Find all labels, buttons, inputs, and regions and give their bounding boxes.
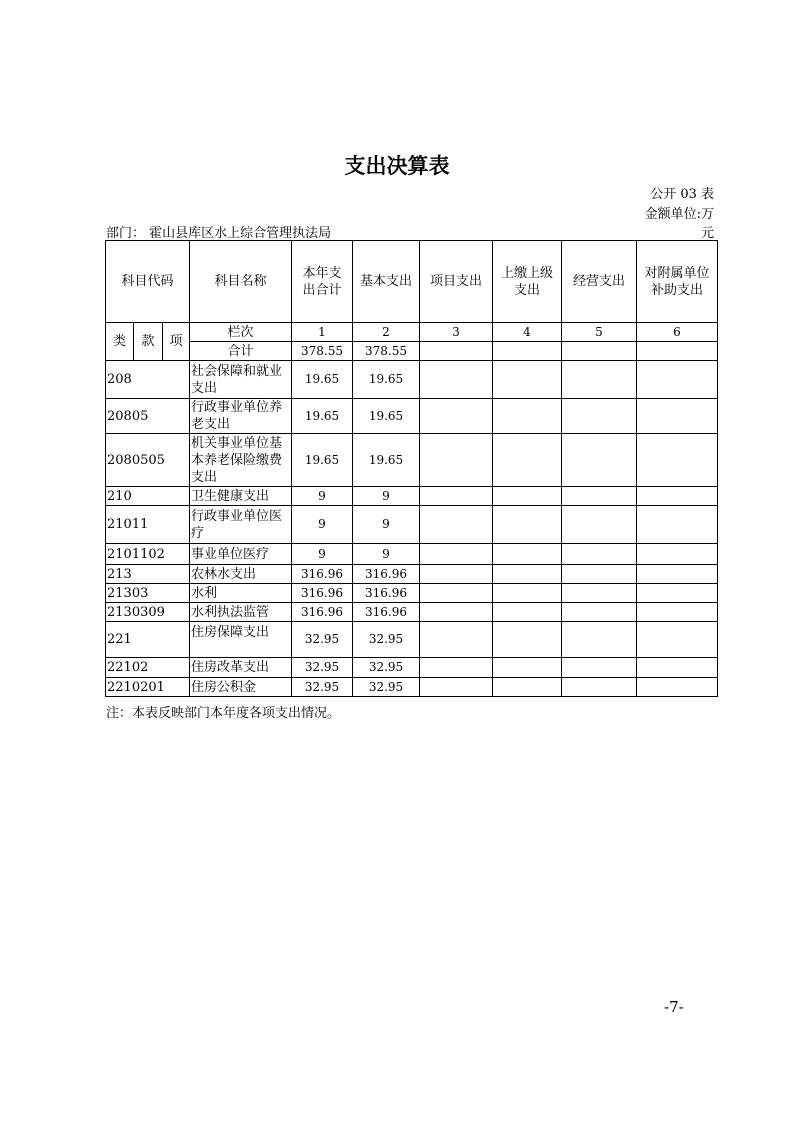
subject-code: 210	[106, 487, 190, 506]
basic-cell: 9	[353, 544, 420, 565]
department-label: 部门： 霍山县库区水上综合管理执法局	[106, 226, 332, 241]
subject-name: 事业单位医疗	[190, 544, 292, 565]
table-row	[106, 506, 718, 544]
column-number: 5	[562, 323, 637, 342]
table-row	[106, 622, 718, 658]
basic-cell: 19.65	[353, 361, 420, 399]
basic-total-value: 378.55	[353, 342, 420, 361]
total-cell: 19.65	[292, 399, 353, 434]
column-number: 6	[637, 323, 718, 342]
table-row	[106, 361, 718, 399]
basic-cell: 19.65	[353, 399, 420, 434]
subject-code: 21011	[106, 506, 190, 544]
table-row	[106, 565, 718, 584]
header-business: 经营支出	[562, 241, 637, 323]
subject-name: 水利	[190, 584, 292, 603]
total-cell: 19.65	[292, 434, 353, 487]
total-cell: 32.95	[292, 678, 353, 697]
total-cell: 316.96	[292, 603, 353, 622]
subject-code: 2210201	[106, 678, 190, 697]
header-lanci: 栏次	[190, 323, 292, 342]
total-cell: 316.96	[292, 565, 353, 584]
unit-label: 金额单位:万	[644, 207, 714, 222]
table-row	[106, 399, 718, 434]
table-row	[106, 603, 718, 622]
subject-name: 农林水支出	[190, 565, 292, 584]
table-row	[106, 487, 718, 506]
header-upper: 上缴上级支出	[493, 241, 562, 323]
column-number: 1	[292, 323, 353, 342]
form-number: 公开 03 表	[650, 187, 714, 202]
basic-cell: 316.96	[353, 584, 420, 603]
header-name: 科目名称	[190, 241, 292, 323]
subject-code: 208	[106, 361, 190, 399]
total-cell: 316.96	[292, 584, 353, 603]
header-total: 本年支出合计	[292, 241, 353, 323]
total-cell: 32.95	[292, 658, 353, 678]
total-cell: 19.65	[292, 361, 353, 399]
header-row	[106, 241, 718, 323]
basic-cell: 9	[353, 487, 420, 506]
subject-code: 2080505	[106, 434, 190, 487]
table-row	[106, 434, 718, 487]
header-project: 项目支出	[420, 241, 493, 323]
header-subsidiary: 对附属单位补助支出	[637, 241, 718, 323]
basic-cell: 32.95	[353, 622, 420, 658]
total-cell: 9	[292, 487, 353, 506]
header-basic: 基本支出	[353, 241, 420, 323]
subject-name: 住房改革支出	[190, 658, 292, 678]
subject-code: 2101102	[106, 544, 190, 565]
subject-code: 22102	[106, 658, 190, 678]
basic-cell: 316.96	[353, 565, 420, 584]
subject-code: 20805	[106, 399, 190, 434]
basic-cell: 32.95	[353, 678, 420, 697]
unit-label-cont: 元	[700, 226, 714, 241]
column-number: 2	[353, 323, 420, 342]
table-row	[106, 584, 718, 603]
header-lei: 类	[106, 323, 134, 361]
subject-name: 卫生健康支出	[190, 487, 292, 506]
header-code: 科目代码	[106, 241, 190, 323]
table-row	[106, 678, 718, 697]
basic-cell: 32.95	[353, 658, 420, 678]
expenditure-table	[105, 240, 718, 697]
footnote: 注：本表反映部门本年度各项支出情况。	[106, 706, 341, 721]
subject-name: 行政事业单位医疗	[190, 506, 292, 544]
total-value: 378.55	[292, 342, 353, 361]
basic-cell: 316.96	[353, 603, 420, 622]
header-kuan: 款	[134, 323, 163, 361]
column-number: 4	[493, 323, 562, 342]
subject-code: 21303	[106, 584, 190, 603]
subject-name: 住房保障支出	[190, 622, 292, 658]
total-cell: 9	[292, 506, 353, 544]
subject-name: 行政事业单位养老支出	[190, 399, 292, 434]
subject-name: 水利执法监管	[190, 603, 292, 622]
total-cell: 9	[292, 544, 353, 565]
column-number-row	[106, 323, 718, 342]
header-xiang: 项	[163, 323, 190, 361]
basic-cell: 9	[353, 506, 420, 544]
subject-name: 住房公积金	[190, 678, 292, 697]
basic-cell: 19.65	[353, 434, 420, 487]
column-number: 3	[420, 323, 493, 342]
total-label: 合计	[190, 342, 292, 361]
table-row	[106, 544, 718, 565]
page-title: 支出决算表	[344, 154, 450, 178]
total-row	[106, 342, 718, 361]
subject-code: 213	[106, 565, 190, 584]
subject-code: 221	[106, 622, 190, 658]
subject-name: 机关事业单位基本养老保险缴费支出	[190, 434, 292, 487]
table-row	[106, 658, 718, 678]
subject-code: 2130309	[106, 603, 190, 622]
page-number: -7-	[664, 998, 684, 1016]
total-cell: 32.95	[292, 622, 353, 658]
subject-name: 社会保障和就业支出	[190, 361, 292, 399]
